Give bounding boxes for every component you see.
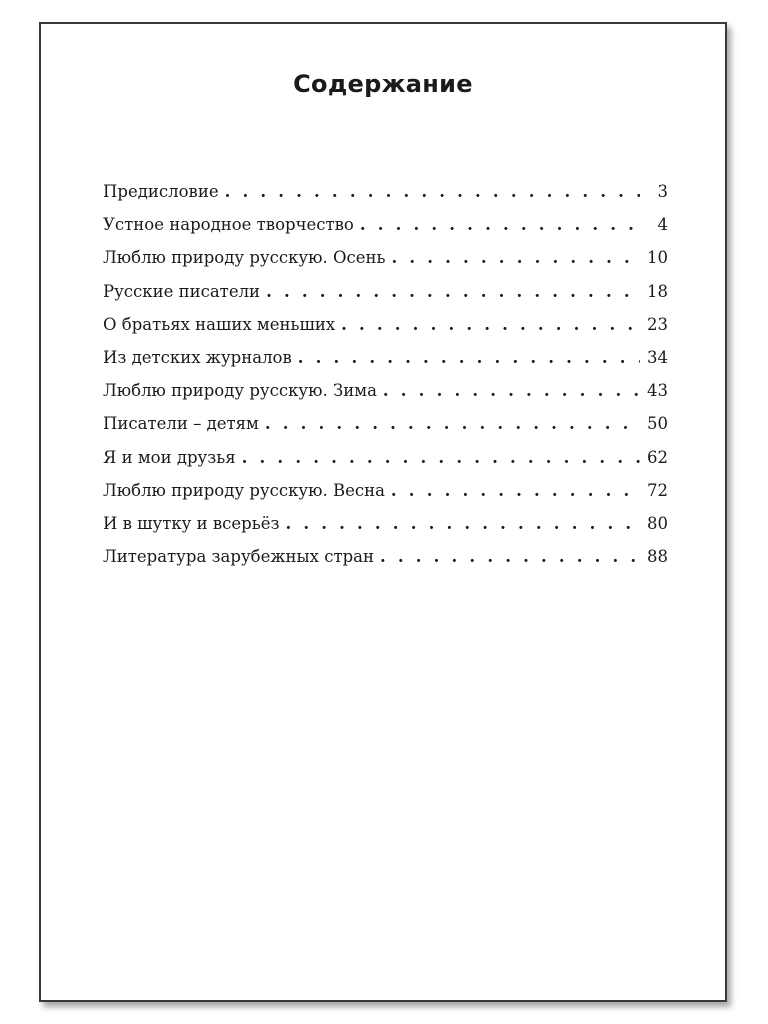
toc-entry — [103, 182, 668, 215]
toc-entry — [103, 348, 668, 381]
dot-leader — [380, 547, 640, 566]
toc-entry — [103, 381, 668, 414]
toc-entry-label: Люблю природу русскую. Зима — [103, 381, 377, 401]
dot-leader — [285, 514, 640, 533]
toc-entry — [103, 215, 668, 248]
dot-leader — [391, 248, 640, 267]
page-title: Содержание — [293, 70, 473, 98]
toc-entry-label: Я и мои друзья — [103, 447, 236, 467]
dot-leader — [391, 481, 640, 500]
toc-entry-page: 18 — [647, 281, 668, 301]
toc-entry — [103, 248, 668, 281]
dot-leader — [266, 282, 640, 301]
toc-entry — [103, 481, 668, 514]
table-of-contents — [103, 182, 668, 580]
dot-leader — [298, 348, 640, 367]
toc-entry — [103, 448, 668, 481]
toc-entry — [103, 315, 668, 348]
toc-entry-label: Из детских журналов — [103, 347, 292, 367]
document-page — [39, 22, 727, 1002]
toc-entry-label: Литература зарубежных стран — [103, 547, 374, 567]
toc-entry-page: 34 — [647, 347, 668, 367]
toc-entry-label: Устное народное творчество — [103, 215, 354, 235]
toc-entry-page: 4 — [657, 215, 668, 235]
toc-entry-label: Русские писатели — [103, 281, 261, 301]
toc-entry-label: Писатели – детям — [103, 414, 259, 434]
toc-entry-page: 62 — [647, 447, 668, 467]
toc-entry-page: 23 — [647, 314, 668, 334]
toc-entry-page: 10 — [647, 248, 668, 268]
toc-entry-page: 88 — [647, 547, 668, 567]
dot-leader — [242, 448, 640, 467]
toc-entry-page: 72 — [647, 480, 668, 500]
toc-entry — [103, 514, 668, 547]
toc-entry-label: Люблю природу русскую. Осень — [103, 248, 386, 268]
toc-entry — [103, 547, 668, 580]
dot-leader — [383, 381, 640, 400]
toc-entry-label: О братьях наших меньших — [103, 314, 336, 334]
toc-entry-page: 80 — [647, 513, 668, 533]
toc-entry-page: 50 — [647, 414, 668, 434]
toc-entry-page: 43 — [647, 381, 668, 401]
toc-entry — [103, 282, 668, 315]
toc-entry — [103, 414, 668, 447]
toc-entry-label: Люблю природу русскую. Весна — [103, 480, 385, 500]
toc-entry-page: 3 — [657, 182, 668, 201]
dot-leader — [225, 182, 640, 201]
dot-leader — [341, 315, 640, 334]
dot-leader — [360, 215, 640, 234]
toc-entry-label: И в шутку и всерьёз — [103, 513, 280, 533]
dot-leader — [265, 414, 640, 433]
toc-entry-label: Предисловие — [103, 182, 219, 201]
